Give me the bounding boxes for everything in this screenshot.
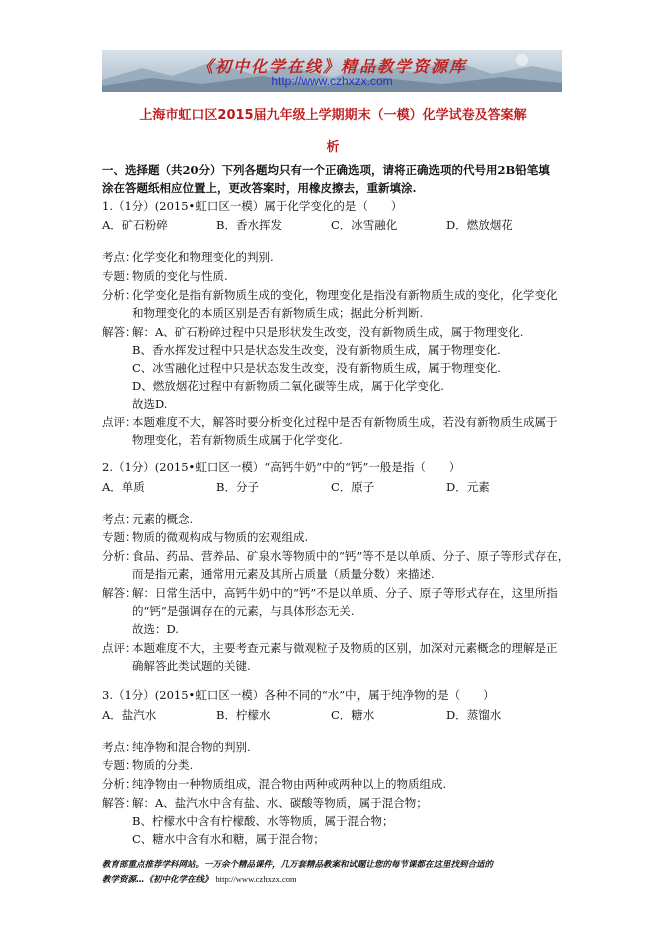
q1-option-a: A．矿石粉碎 <box>102 218 168 232</box>
q1-dianping-line2: 物理变化，若有新物质生成属于化学变化. <box>132 433 343 447</box>
q2-jieda-line2: 的“钙”是强调存在的元素，与具体形态无关. <box>132 604 355 618</box>
q1-option-d: D．燃放烟花 <box>446 218 513 232</box>
q2-option-a: A．单质 <box>102 480 145 494</box>
q2-option-c: C．原子 <box>331 480 375 494</box>
q1-zhuanti-text: 物质的变化与性质. <box>132 269 228 283</box>
q2-option-b: B．分子 <box>216 480 259 494</box>
footer-line2-text: 教学资源…《初中化学在线》 <box>102 875 213 885</box>
q3-jieda-line1: 解：A、盐汽水中含有盐、水、碳酸等物质，属于混合物； <box>132 796 428 810</box>
q2-stem: 2.（1分）(2015•虹口区一模）“高钙牛奶”中的“钙”一般是指（ ） <box>102 460 461 474</box>
footer-line1: 教育部重点推荐学科网站。一万余个精品课件，几万套精品教案和试题让您的每节课都在这里找到合适的 <box>102 860 494 870</box>
q2-kaodian-label: 考点： <box>102 512 137 526</box>
q2-zhuanti-text: 物质的微观构成与物质的宏观组成. <box>132 530 309 544</box>
q1-jieda-line4: D、燃放烟花过程中有新物质二氧化碳等生成，属于化学变化. <box>132 379 444 393</box>
q2-fenxi-line2: 而是指元素，通常用元素及其所占质量（质量分数）来描述. <box>132 567 435 581</box>
q2-jieda-line1: 解：日常生活中，高钙牛奶中的“钙”不是以单质、分子、原子等形式存在，这里所指 <box>132 586 558 600</box>
document-title-line1: 上海市虹口区2015届九年级上学期期末（一模）化学试卷及答案解 <box>139 108 527 123</box>
q2-jieda-line3: 故选：D. <box>132 622 179 636</box>
q3-option-c: C．糖水 <box>331 708 375 722</box>
q1-option-c: C．冰雪融化 <box>331 218 398 232</box>
q1-kaodian-label: 考点： <box>102 250 137 264</box>
q3-fenxi-label: 分析： <box>102 777 137 791</box>
q2-dianping-label: 点评： <box>102 641 137 655</box>
q3-fenxi-line1: 纯净物由一种物质组成，混合物由两种或两种以上的物质组成. <box>132 777 447 791</box>
q3-kaodian-text: 纯净物和混合物的判别. <box>132 740 251 754</box>
q1-fenxi-label: 分析： <box>102 288 137 302</box>
q1-jieda-line5: 故选D. <box>132 397 168 411</box>
q1-fenxi-line1: 化学变化是指有新物质生成的变化，物理变化是指没有新物质生成的变化，化学变化 <box>132 288 558 302</box>
q3-jieda-line3: C、糖水中含有水和糖，属于混合物； <box>132 832 325 846</box>
document-title-line2: 析 <box>326 140 340 155</box>
q3-stem: 3.（1分）(2015•虹口区一模）各种不同的“水”中，属于纯净物的是（ ） <box>102 688 495 702</box>
q3-option-a: A．盐汽水 <box>102 708 157 722</box>
q1-option-b: B．香水挥发 <box>216 218 282 232</box>
q3-option-b: B．柠檬水 <box>216 708 271 722</box>
q3-zhuanti-text: 物质的分类. <box>132 758 194 772</box>
q2-fenxi-line1: 食品、药品、营养品、矿泉水等物质中的“钙”等不是以单质、分子、原子等形式存在， <box>132 549 570 563</box>
banner-title: 《初中化学在线》精品教学资源库 <box>196 57 467 76</box>
q3-jieda-line2: B、柠檬水中含有柠檬酸、水等物质，属于混合物； <box>132 814 394 828</box>
section-instructions-line1: 一、选择题（共20分）下列各题均只有一个正确选项，请将正确选项的代号用2B铅笔填 <box>102 163 550 177</box>
q2-kaodian-text: 元素的概念. <box>132 512 194 526</box>
q2-dianping-line2: 确解答此类试题的关键. <box>132 659 251 673</box>
q2-dianping-line1: 本题难度不大，主要考查元素与微观粒子及物质的区别，加深对元素概念的理解是正 <box>132 641 558 655</box>
q1-stem: 1.（1分）(2015•虹口区一模）属于化学变化的是（ ） <box>102 199 403 213</box>
q3-kaodian-label: 考点： <box>102 740 137 754</box>
q1-fenxi-line2: 和物理变化的本质区别是否有新物质生成；据此分析判断. <box>132 306 424 320</box>
q3-zhuanti-label: 专题： <box>102 758 137 772</box>
q1-jieda-label: 解答： <box>102 325 137 339</box>
header-banner <box>102 50 562 92</box>
footer-line2 <box>102 873 297 885</box>
q2-option-d: D．元素 <box>446 480 490 494</box>
q1-jieda-line3: C、冰雪融化过程中只是状态发生改变，没有新物质生成，属于物理变化. <box>132 361 501 375</box>
q2-jieda-label: 解答： <box>102 586 137 600</box>
q3-option-d: D．蒸馏水 <box>446 708 502 722</box>
q3-jieda-label: 解答： <box>102 796 137 810</box>
q2-fenxi-label: 分析： <box>102 549 137 563</box>
q1-dianping-line1: 本题难度不大，解答时要分析变化过程中是否有新物质生成，若没有新物质生成属于 <box>132 415 558 429</box>
q1-zhuanti-label: 专题： <box>102 269 137 283</box>
q2-zhuanti-label: 专题： <box>102 530 137 544</box>
q1-kaodian-text: 化学变化和物理变化的判别. <box>132 250 274 264</box>
q1-dianping-label: 点评： <box>102 415 137 429</box>
banner-url-link[interactable]: http://www.czhxzx.com <box>271 74 393 88</box>
q1-jieda-line2: B、香水挥发过程中只是状态发生改变，没有新物质生成，属于物理变化. <box>132 343 501 357</box>
footer-url-link[interactable]: http://www.czhxzx.com <box>215 874 297 884</box>
section-instructions-line2: 涂在答题纸相应位置上，更改答案时，用橡皮擦去，重新填涂. <box>102 181 417 195</box>
q1-jieda-line1: 解：A、矿石粉碎过程中只是形状发生改变，没有新物质生成，属于物理变化. <box>132 325 524 339</box>
